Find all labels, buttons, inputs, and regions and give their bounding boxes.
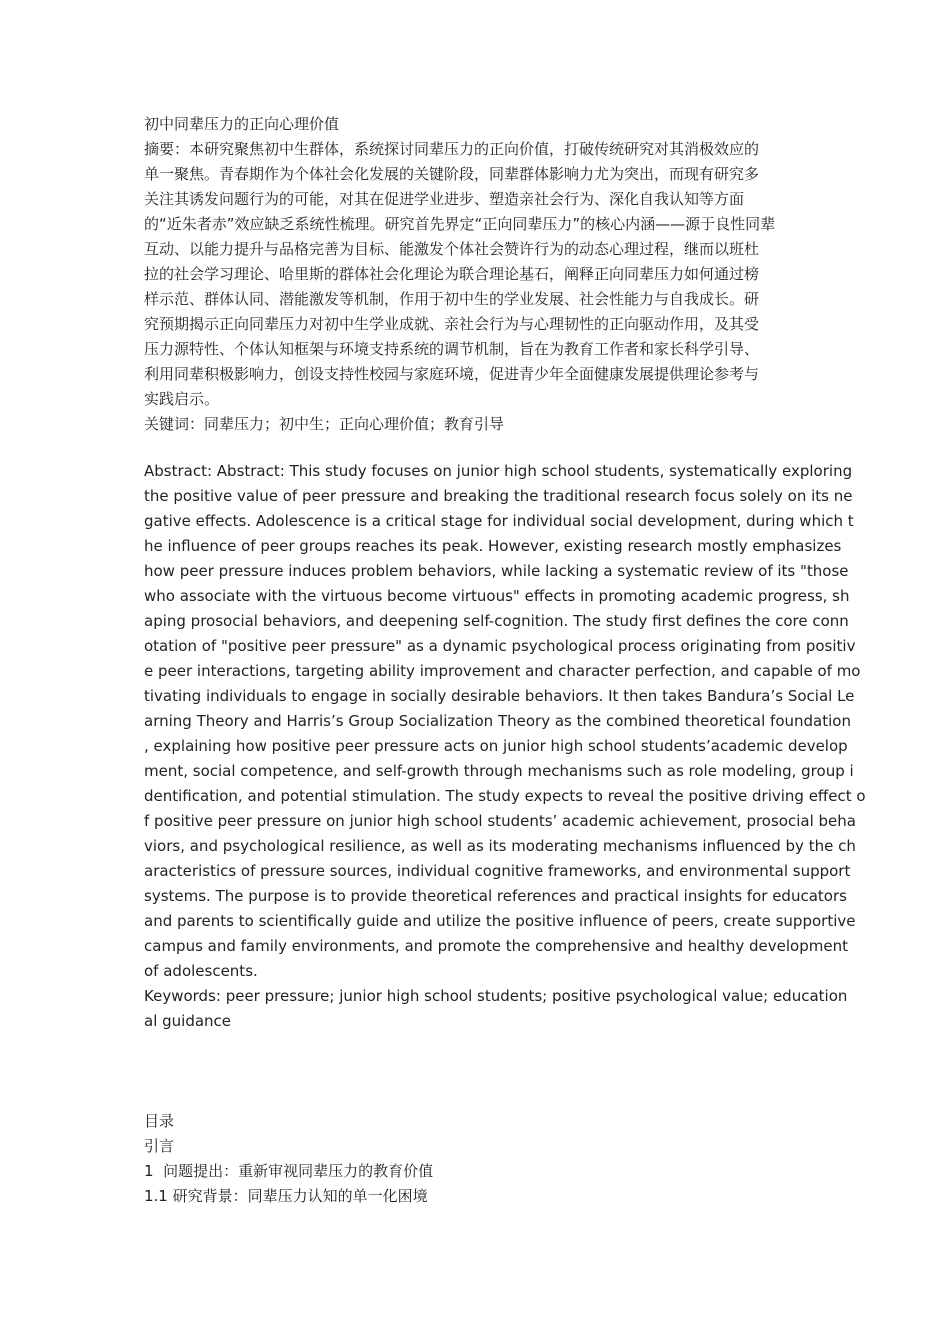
abstract-en-line: Abstract: Abstract: This study focuses on junior high school students, systematically exploring: [144, 462, 853, 480]
abstract-cn-line: 拉的社会学习理论、哈里斯的群体社会化理论为联合理论基石，阐释正向同辈压力如何通过榜: [144, 265, 760, 283]
abstract-en-line: who associate with the virtuous become virtuous" effects in promoting academic progress, sh: [144, 587, 850, 605]
keywords-en-line: al guidance: [144, 1012, 232, 1030]
abstract-cn-line: 互动、以能力提升与品格完善为目标、能激发个体社会赞许行为的动态心理过程，继而以班杜: [144, 240, 760, 258]
abstract-cn-line: 的“近朱者赤”效应缺乏系统性梳理。研究首先界定“正向同辈压力”的核心内涵——源于良性同辈: [144, 215, 776, 233]
table-of-contents: [144, 1109, 806, 1209]
abstract-cn-line: 关注其诱发问题行为的可能，对其在促进学业进步、塑造亲社会行为、深化自我认知等方面: [144, 190, 745, 208]
abstract-en-line: f positive peer pressure on junior high school students’ academic achievement, prosocial beha: [144, 812, 856, 830]
keywords-cn: 关键词：同辈压力；初中生；正向心理价值；教育引导: [144, 415, 505, 433]
toc-item: 1 问题提出：重新审视同辈压力的教育价值: [144, 1162, 434, 1180]
abstract-en-line: , explaining how positive peer pressure acts on junior high school students’academic develop: [144, 737, 848, 755]
abstract-en-line: the positive value of peer pressure and breaking the traditional research focus solely on its ne: [144, 487, 853, 505]
abstract-en-line: how peer pressure induces problem behaviors, while lacking a systematic review of its "those: [144, 562, 849, 580]
toc-item: 引言: [144, 1137, 175, 1155]
abstract-en-line: aracteristics of pressure sources, individual cognitive frameworks, and environmental support: [144, 862, 851, 880]
section-spacer: [144, 1034, 806, 1109]
abstract-en-line: and parents to scientifically guide and utilize the positive influence of peers, create supportive: [144, 912, 856, 930]
abstract-en-line: otation of "positive peer pressure" as a dynamic psychological process originating from positiv: [144, 637, 856, 655]
abstract-en-line: viors, and psychological resilience, as well as its moderating mechanisms influenced by the ch: [144, 837, 856, 855]
abstract-en-line: systems. The purpose is to provide theoretical references and practical insights for educators: [144, 887, 847, 905]
abstract-cn-line: 压力源特性、个体认知框架与环境支持系统的调节机制，旨在为教育工作者和家长科学引导、: [144, 340, 760, 358]
abstract-en-line: campus and family environments, and promote the comprehensive and healthy development: [144, 937, 848, 955]
abstract-cn-line: 摘要：本研究聚焦初中生群体，系统探讨同辈压力的正向价值，打破传统研究对其消极效应的: [144, 140, 760, 158]
abstract-en-line: gative effects. Adolescence is a critical stage for individual social development, during which t: [144, 512, 854, 530]
document-page: [144, 112, 866, 1209]
abstract-cn-line: 样示范、群体认同、潜能激发等机制，作用于初中生的学业发展、社会性能力与自我成长。研: [144, 290, 760, 308]
abstract-cn: [144, 137, 806, 412]
section-spacer: [144, 437, 806, 459]
abstract-cn-line: 单一聚焦。青春期作为个体社会化发展的关键阶段，同辈群体影响力尤为突出，而现有研究多: [144, 165, 760, 183]
abstract-en: [144, 459, 866, 984]
abstract-en-line: e peer interactions, targeting ability improvement and character perfection, and capable of mo: [144, 662, 861, 680]
abstract-en-line: aping prosocial behaviors, and deepening self-cognition. The study first defines the core conn: [144, 612, 849, 630]
abstract-en-line: tivating individuals to engage in socially desirable behaviors. It then takes Bandura’s Social Le: [144, 687, 855, 705]
abstract-cn-line: 究预期揭示正向同辈压力对初中生学业成就、亲社会行为与心理韧性的正向驱动作用，及其受: [144, 315, 760, 333]
toc-heading: 目录: [144, 1112, 175, 1130]
abstract-en-line: ment, social competence, and self-growth through mechanisms such as role modeling, group i: [144, 762, 854, 780]
abstract-cn-line: 实践启示。: [144, 390, 220, 408]
abstract-cn-line: 利用同辈积极影响力，创设支持性校园与家庭环境，促进青少年全面健康发展提供理论参考与: [144, 365, 760, 383]
keywords-en: [144, 984, 848, 1034]
abstract-en-line: arning Theory and Harris’s Group Socialization Theory as the combined theoretical foundation: [144, 712, 851, 730]
abstract-en-line: he influence of peer groups reaches its peak. However, existing research mostly emphasizes: [144, 537, 842, 555]
abstract-en-line: dentification, and potential stimulation. The study expects to reveal the positive driving effect o: [144, 787, 866, 805]
document-title: 初中同辈压力的正向心理价值: [144, 115, 340, 133]
toc-item: 1.1 研究背景：同辈压力认知的单一化困境: [144, 1187, 428, 1205]
abstract-en-line: of adolescents.: [144, 962, 258, 980]
keywords-en-line: Keywords: peer pressure; junior high school students; positive psychological value; education: [144, 987, 848, 1005]
